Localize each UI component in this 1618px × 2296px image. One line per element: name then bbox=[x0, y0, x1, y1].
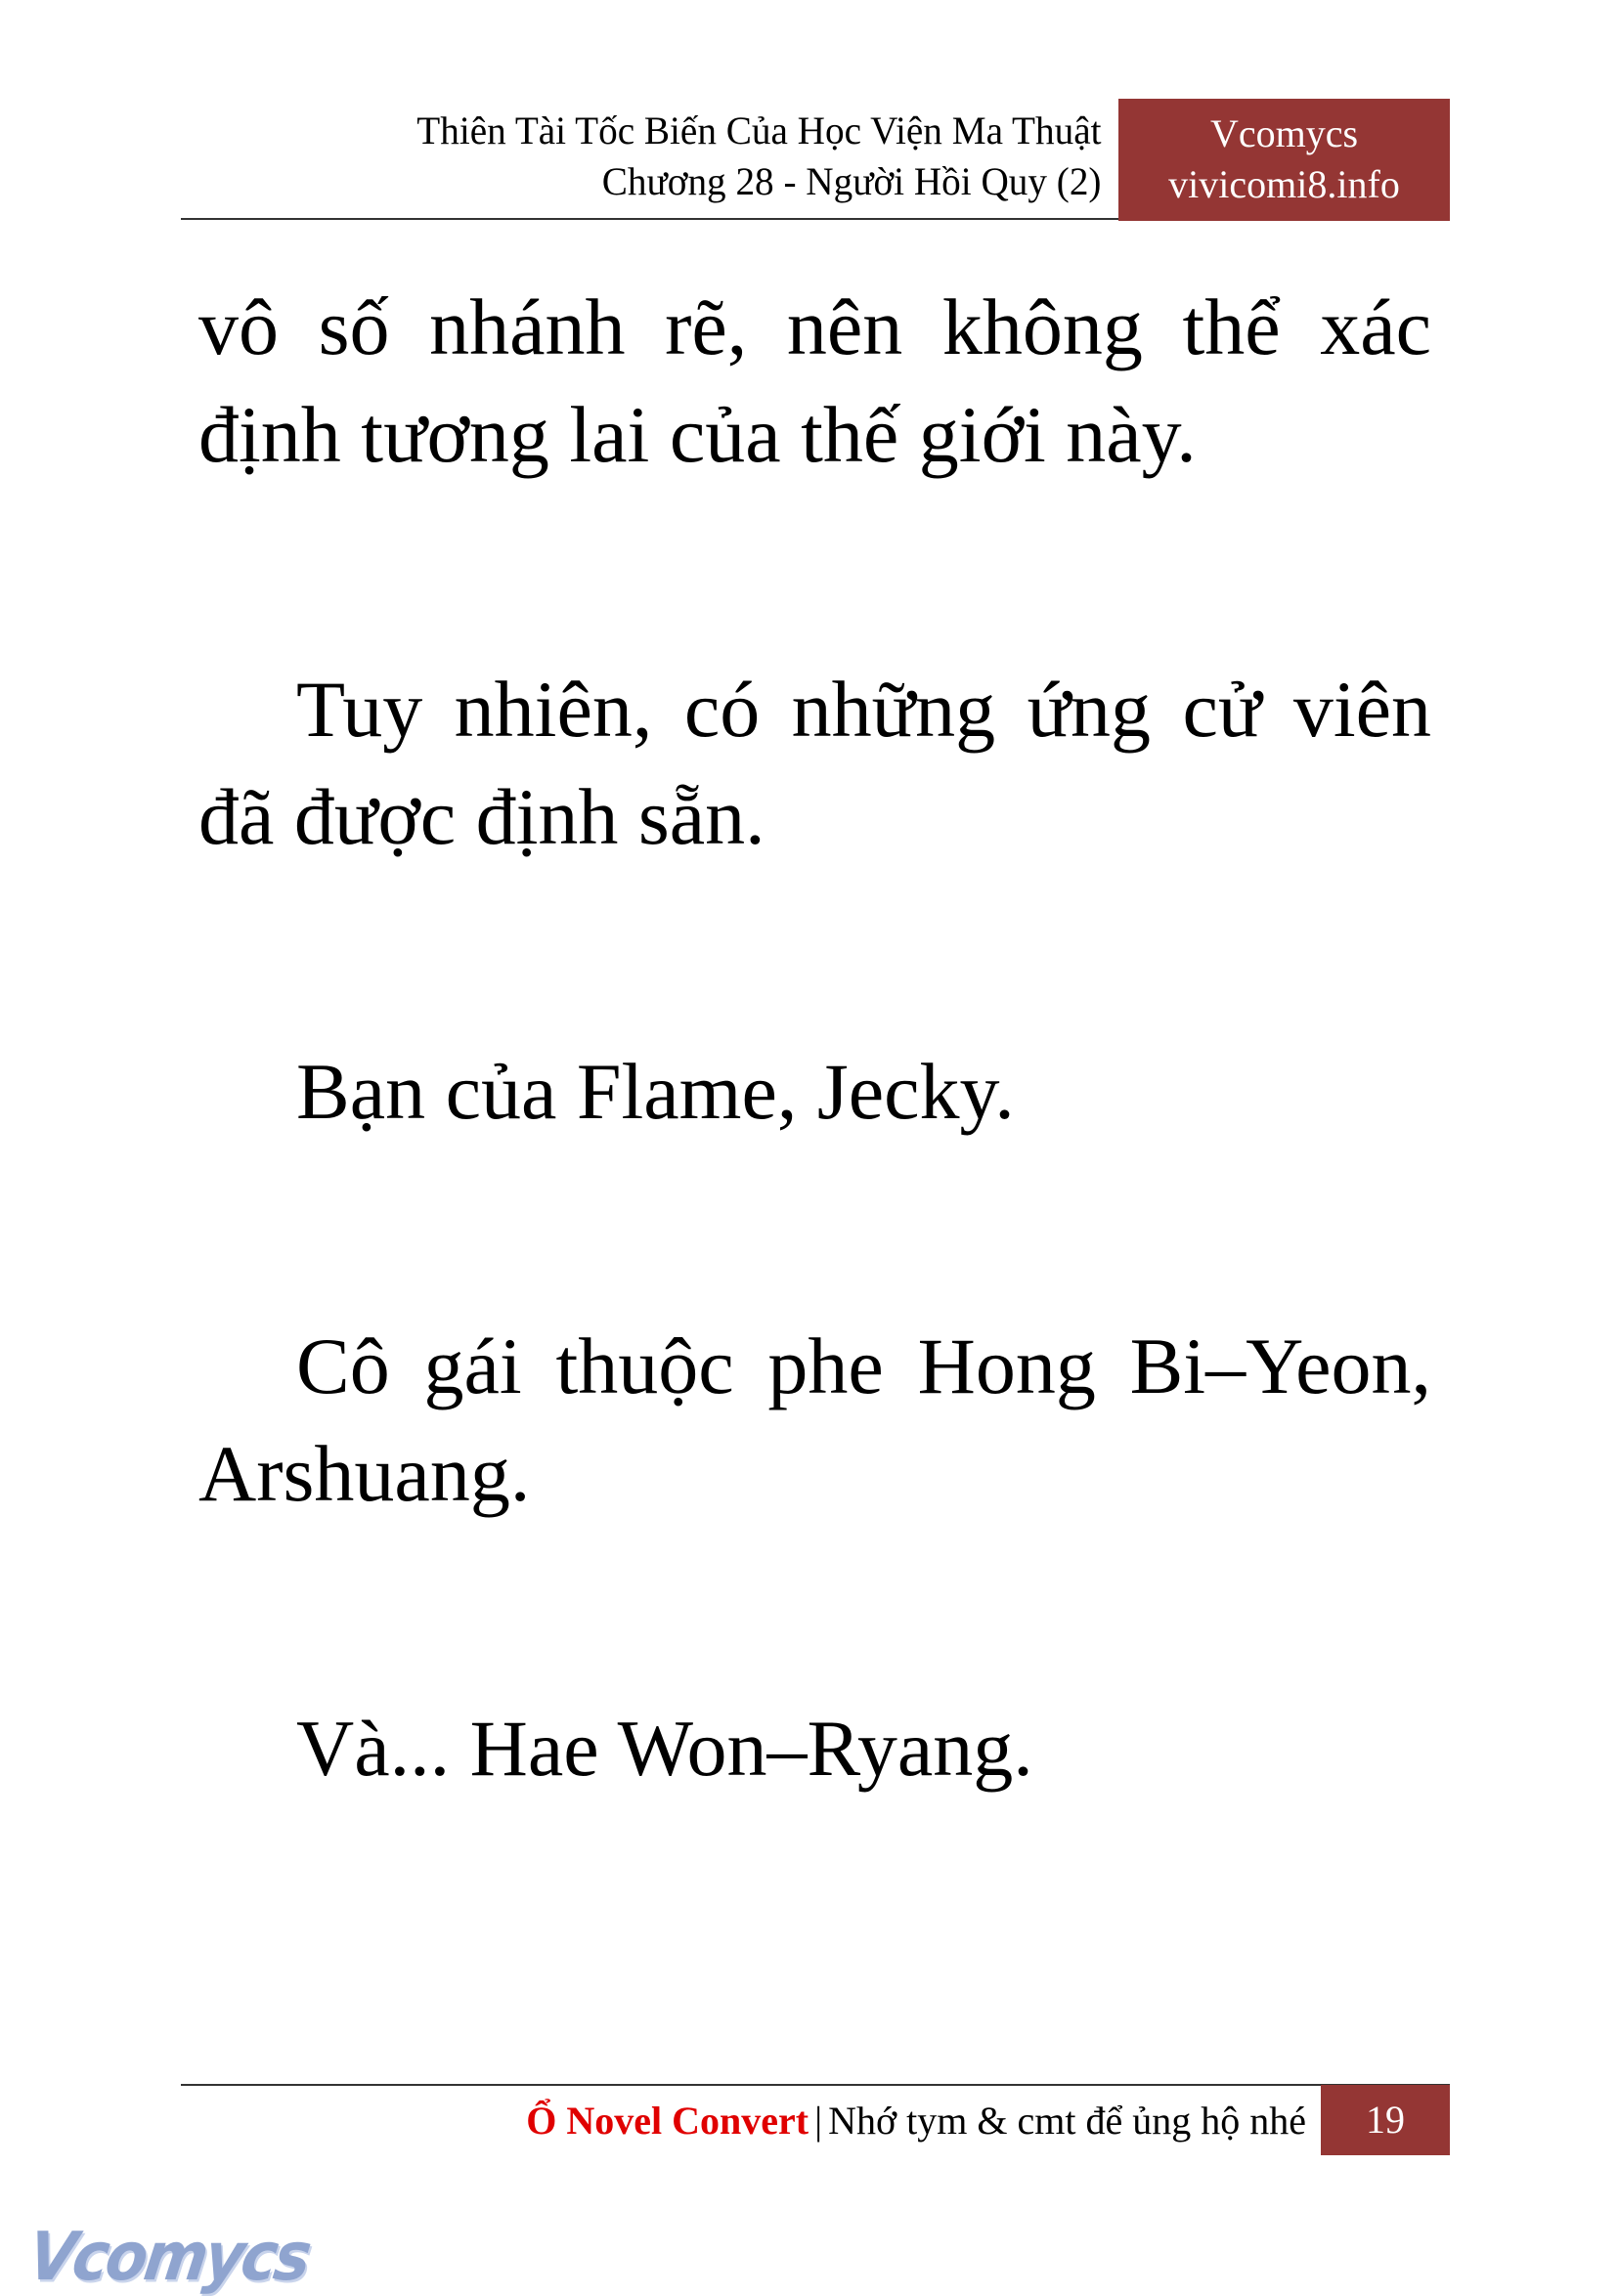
site-name: Vcomycs bbox=[1209, 111, 1359, 155]
header-divider bbox=[181, 218, 1119, 220]
paragraph: Và... Hae Won–Ryang. bbox=[296, 1704, 1033, 1793]
paragraph: Bạn của Flame, Jecky. bbox=[296, 1047, 1015, 1136]
running-header bbox=[416, 106, 1101, 207]
book-title: Thiên Tài Tốc Biến Của Học Viện Ma Thuật bbox=[415, 108, 1101, 152]
site-badge bbox=[1118, 99, 1450, 221]
vcomycs-logo: Vcomycs bbox=[23, 2217, 314, 2296]
footer-text bbox=[526, 2096, 1306, 2146]
footer-separator: | bbox=[814, 2099, 823, 2143]
paragraph: Cô gái thuộc phe Hong Bi–Yeon, Arshuang. bbox=[198, 1321, 1431, 1518]
footer-divider bbox=[181, 2084, 1450, 2086]
footer-message: Nhớ tym & cmt để ủng hộ nhé bbox=[828, 2099, 1306, 2143]
page-body bbox=[198, 274, 1431, 1970]
site-url: vivicomi8.info bbox=[1168, 162, 1400, 206]
paragraph: vô số nhánh rẽ, nên không thể xác định tương lai của thế giới này. bbox=[198, 282, 1431, 479]
footer-brand: Ổ Novel Convert bbox=[526, 2099, 809, 2143]
page-number: 19 bbox=[1321, 2085, 1450, 2155]
paragraph: Tuy nhiên, có những ứng cử viên đã được định sẵn. bbox=[198, 665, 1431, 861]
chapter-title: Chương 28 - Người Hồi Quy (2) bbox=[601, 159, 1101, 203]
